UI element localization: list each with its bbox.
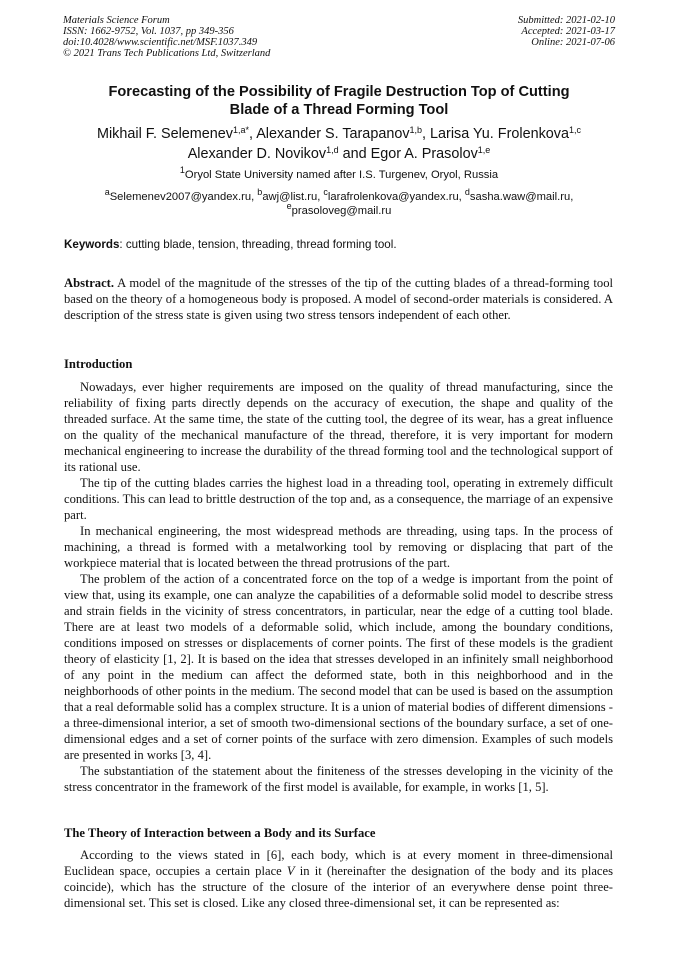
email-line-2	[50, 201, 628, 218]
theory-body	[64, 847, 613, 911]
author-line-2	[50, 144, 628, 164]
paper-title	[60, 83, 618, 119]
title-line-2: Blade of a Thread Forming Tool	[229, 102, 449, 118]
paragraph: The substantiation of the statement about the finiteness of the stresses developing in the vicinity of the stress concentrator in the framework of the first model is available, for example, in works [1, 5].	[64, 764, 613, 794]
online-date: Online: 2021-07-06	[531, 37, 615, 48]
abstract-text: A model of the magnitude of the stresses of the tip of the cutting blades of a thread-forming tool based on the theory of a homogeneous body is proposed. A model of second-order materials is considered. A description of the stress state is given using two stress tensors independent of each other.	[64, 276, 613, 322]
submission-dates	[518, 15, 615, 48]
introduction-body	[64, 379, 613, 795]
keywords-label: Keywords	[64, 238, 120, 251]
author-name: Alexander S. Tarapanov	[256, 126, 410, 142]
email-mark: c	[323, 187, 328, 198]
paragraph-text: in it (hereinafter the designation of the body and its places coincide), which has the structure of the closure of the interior of an everywhere dense point three-dimensional set. This set is closed. Like any closed three-dimensional set, it can be represented as:	[64, 864, 613, 910]
abstract-label: Abstract.	[64, 276, 115, 290]
email-mark: b	[257, 187, 263, 198]
journal-doi: doi:10.4028/www.scientific.net/MSF.1037.349	[63, 37, 258, 48]
journal-issn: ISSN: 1662-9752, Vol. 1037, pp 349-356	[63, 26, 234, 37]
email-mark: e	[286, 201, 292, 212]
accepted-date: Accepted: 2021-03-17	[521, 26, 615, 37]
abstract	[64, 275, 613, 323]
author-affil-mark: 1,b	[409, 125, 423, 136]
email-address[interactable]: awj@list.ru	[262, 191, 318, 203]
email-address[interactable]: sasha.waw@mail.ru	[469, 191, 571, 203]
email-line-1: $^a$Selemenev2007@yandex.ru, $^b$awj@list.ru, $^c$larafrolenkova@yandex.ru, $^d$sasha.waw@mail.ru,	[104, 187, 574, 203]
email-address[interactable]: prasoloveg@mail.ru	[291, 205, 392, 217]
author-affil-mark: 1,d	[326, 145, 339, 156]
email-list	[50, 187, 628, 218]
journal-copyright: © 2021 Trans Tech Publications Ltd, Switzerland	[63, 48, 271, 59]
email-address[interactable]: Selemenev2007@yandex.ru	[109, 191, 252, 203]
journal-info	[63, 15, 270, 59]
email-mark: d	[464, 187, 470, 198]
section-heading-theory: The Theory of Interaction between a Body and its Surface	[64, 826, 376, 840]
title-line-1: Forecasting of the Possibility of Fragile Destruction Top of Cutting	[108, 84, 570, 100]
author-name: Larisa Yu. Frolenkova	[430, 126, 569, 142]
keywords	[64, 238, 624, 252]
paragraph-text: According to the views stated in [6], each body, which is at every moment in three-dimensional Euclidean space, occupies a certain place	[64, 848, 613, 878]
section-heading-introduction: Introduction	[64, 357, 133, 371]
paragraph	[64, 847, 613, 911]
author-name: Alexander D. Novikov	[187, 146, 327, 162]
affiliation-text: Oryol State University named after I.S. Turgenev, Oryol, Russia	[184, 169, 499, 181]
keywords-text: : cutting blade, tension, threading, thread forming tool.	[119, 238, 397, 251]
paragraph: In mechanical engineering, the most widespread methods are threading, using taps. In the process of machining, a thread is formed with a metalworking tool by removing or displacing that part of the workpiece material that is located between the thread protrusions of the part.	[64, 524, 613, 570]
email-mark: a	[104, 187, 110, 198]
author-conjunction: and	[342, 146, 367, 162]
author-name: Mikhail F. Selemenev	[97, 126, 233, 142]
submitted-date: Submitted: 2021-02-10	[517, 15, 615, 26]
paragraph: The problem of the action of a concentrated force on the top of a wedge is important from the point of view that, using its example, one can analyze the capabilities of a deformable solid model to describe stress and strain fields in the vicinity of stress concentrators, in particular, near the edge of a cutting tool blade. There are at least two models of a deformable solid, which include, among the boundary conditions, conditions imposed on stresses or displacements of corner points. The first of these models is the gradient theory of elasticity [1, 2]. It is based on the idea that stresses developed in an infinitely small neighborhood of any point in the medium can affect the deformed state, both in this neighborhood and in the neighborhoods of other points in the medium. The second model that can be used is based on the assumption that a real deformable solid has a complex structure. It is a union of material bodies of different dimensions - a three-dimensional interior, a set of smooth two-dimensional sections of the boundary surface, a set of one-dimensional edges and a set of corner points of the surface with zero dimension. Examples of such models are presented in works [3, 4].	[64, 572, 613, 762]
author-line-1: Mikhail F. Selemenev$^{1,a*}$, Alexander S. Tarapanov$^{1,b}$, Larisa Yu. Frolenkova$^{1,c}$	[97, 125, 581, 142]
author-affil-mark: 1,a*	[232, 125, 249, 136]
paragraph: The tip of the cutting blades carries the highest load in a threading tool, operating in extremely difficult conditions. This can lead to brittle destruction of the top and, as a consequence, the marriage of an expensive part.	[64, 476, 613, 522]
journal-name: Materials Science Forum	[63, 15, 170, 26]
email-address[interactable]: larafrolenkova@yandex.ru	[327, 191, 459, 203]
affiliation-mark: 1	[179, 165, 185, 176]
author-name: Egor A. Prasolov	[370, 146, 478, 162]
variable: V	[286, 864, 295, 878]
abstract-paragraph	[64, 275, 613, 323]
author-affil-mark: 1,c	[568, 125, 581, 136]
paragraph: Nowadays, ever higher requirements are imposed on the quality of thread manufacturing, since the reliability of fixing parts directly depends on the accuracy of execution, the shape and quality of the threaded surface. At the same time, the state of the cutting tool, the degree of its wear, has a great influence on the quality of the mechanical manufacture of the thread, therefore, it is very important for modern mechanical engineering to increase the durability of the thread forming tool and the technological support of its rational use.	[64, 380, 613, 474]
author-affil-mark: 1,e	[477, 145, 491, 156]
author-list	[50, 124, 628, 164]
affiliation	[50, 165, 628, 182]
